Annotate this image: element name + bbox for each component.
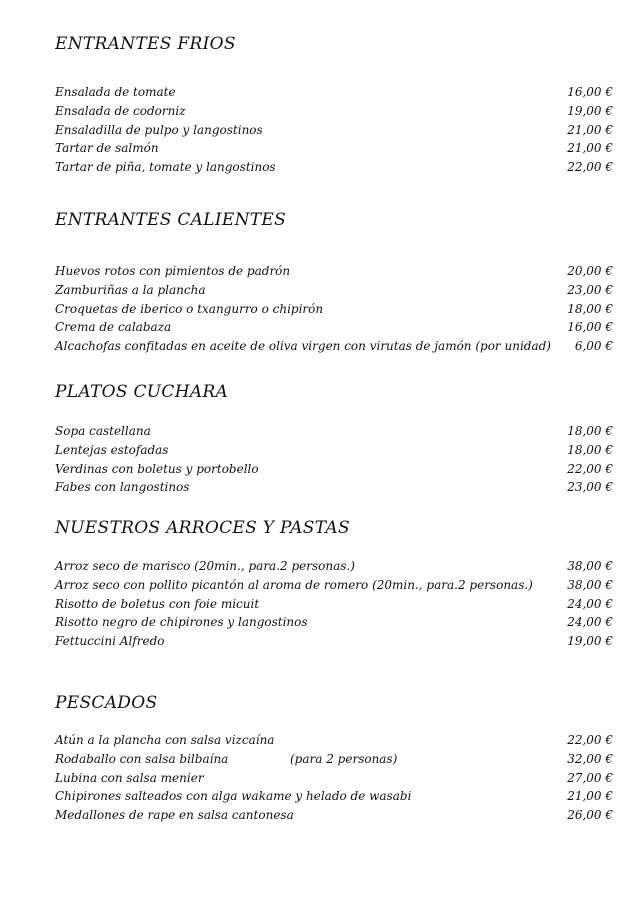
item-name: Ensalada de tomate <box>55 85 176 99</box>
menu-item <box>55 139 613 158</box>
menu-item <box>55 83 613 102</box>
item-note: (para 2 personas) <box>290 751 398 766</box>
item-name: Alcachofas confitadas en aceite de oliva virgen con virutas de jamón (por unidad) <box>55 339 551 354</box>
section-title: PLATOS CUCHARA <box>55 382 229 402</box>
menu-item <box>55 787 613 806</box>
item-price: 18,00 € <box>567 442 613 457</box>
item-list <box>55 262 613 356</box>
item-price: 16,00 € <box>567 320 613 335</box>
section-title: ENTRANTES CALIENTES <box>55 210 287 230</box>
section-title: NUESTROS ARROCES Y PASTAS <box>55 518 350 538</box>
item-price: 23,00 € <box>567 480 613 495</box>
item-price: 19,00 € <box>567 103 613 118</box>
item-price: 22,00 € <box>567 733 613 747</box>
item-name: Medallones de rape en salsa cantonesa <box>55 808 294 823</box>
item-name: Risotto de boletus con foie micuit <box>55 596 260 611</box>
item-price: 21,00 € <box>567 789 613 804</box>
item-list <box>55 422 613 497</box>
item-price: 22,00 € <box>567 160 613 175</box>
item-name: Rodaballo con salsa bilbaína <box>55 751 229 766</box>
menu-item <box>55 422 613 441</box>
menu-item <box>55 576 613 595</box>
menu-item <box>55 731 613 750</box>
item-name: Risotto negro de chipirones y langostinos <box>55 615 308 630</box>
menu-item <box>55 750 613 769</box>
menu-item <box>55 441 613 460</box>
menu-item <box>55 281 613 300</box>
item-name: Verdinas con boletus y portobello <box>55 461 259 476</box>
menu-item <box>55 460 613 479</box>
menu-item <box>55 478 613 497</box>
menu-item <box>55 121 613 140</box>
item-price: 26,00 € <box>567 808 613 823</box>
item-price: 24,00 € <box>567 615 613 630</box>
item-name: Atún a la plancha con salsa vizcaína <box>55 733 275 747</box>
item-price: 38,00 € <box>567 559 613 573</box>
item-name: Arroz seco con pollito picantón al aroma de romero (20min., para.2 personas.) <box>55 577 533 592</box>
item-price: 24,00 € <box>567 596 613 611</box>
item-price: 6,00 € <box>574 339 613 354</box>
item-name: Croquetas de iberico o txangurro o chipirón <box>55 301 324 316</box>
item-name: Huevos rotos con pimientos de padrón <box>55 264 291 278</box>
item-name: Lentejas estofadas <box>55 442 169 457</box>
menu-item <box>55 632 613 651</box>
item-name: Zamburiñas a la plancha <box>55 282 206 297</box>
item-list <box>55 83 613 177</box>
menu-item <box>55 318 613 337</box>
menu-item <box>55 102 613 121</box>
item-name: Fabes con langostinos <box>55 480 190 495</box>
menu-item <box>55 300 613 319</box>
item-list <box>55 731 613 825</box>
item-name: Chipirones salteados con alga wakame y helado de wasabi <box>55 789 412 804</box>
menu-item <box>55 158 613 177</box>
section-entrantes-frios <box>55 32 613 177</box>
item-name: Tartar de salmón <box>55 141 159 156</box>
menu-item <box>55 806 613 825</box>
item-name: Lubina con salsa menier <box>55 770 204 785</box>
menu-item <box>55 613 613 632</box>
section-pescados <box>55 691 613 825</box>
item-price: 18,00 € <box>567 301 613 316</box>
item-price: 22,00 € <box>567 461 613 476</box>
menu-item <box>55 595 613 614</box>
item-name: Tartar de piña, tomate y langostinos <box>55 160 276 175</box>
item-name: Fettuccini Alfredo <box>55 634 165 649</box>
item-price: 16,00 € <box>567 85 613 99</box>
section-entrantes-calientes <box>55 208 613 356</box>
menu-item <box>55 262 613 281</box>
section-platos-cuchara <box>55 380 613 497</box>
item-name: Ensaladilla de pulpo y langostinos <box>55 122 263 137</box>
section-arroces-pastas <box>55 516 613 651</box>
item-price: 32,00 € <box>567 751 613 766</box>
item-price: 21,00 € <box>567 141 613 156</box>
menu-item <box>55 337 613 356</box>
item-list <box>55 557 613 651</box>
item-price: 21,00 € <box>567 122 613 137</box>
item-price: 18,00 € <box>567 424 613 438</box>
item-price: 23,00 € <box>567 282 613 297</box>
item-name: Sopa castellana <box>55 424 151 438</box>
section-title: ENTRANTES FRIOS <box>55 34 236 54</box>
item-price: 20,00 € <box>567 264 613 278</box>
item-price: 38,00 € <box>567 577 613 592</box>
section-title: PESCADOS <box>55 693 158 713</box>
item-name: Ensalada de codorniz <box>55 103 186 118</box>
item-name: Arroz seco de marisco (20min., para.2 personas.) <box>55 559 355 573</box>
item-price: 19,00 € <box>567 634 613 649</box>
item-price: 27,00 € <box>567 770 613 785</box>
menu-item <box>55 557 613 576</box>
item-name: Crema de calabaza <box>55 320 172 335</box>
menu-item <box>55 769 613 788</box>
